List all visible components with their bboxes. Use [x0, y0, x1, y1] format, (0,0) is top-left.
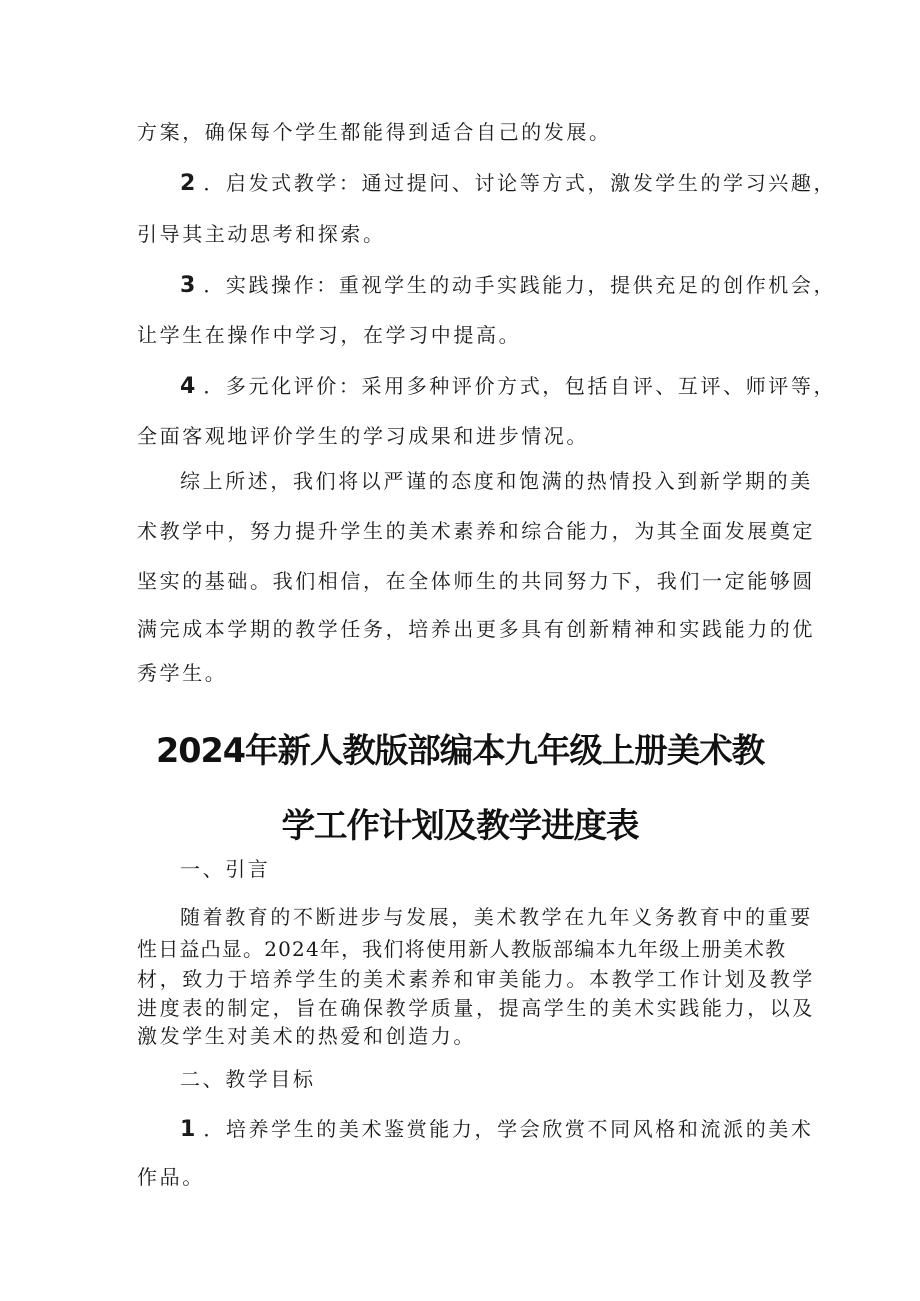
paragraph-line: 性日益凸显。2024年，我们将使用新人教版部编本九年级上册美术教: [137, 937, 787, 961]
list-number: 4: [180, 374, 196, 399]
paragraph-line: 秀学生。: [137, 661, 228, 685]
list-item-2: [180, 171, 836, 196]
list-item-text: ．实践操作：重视学生的动手实践能力，提供充足的创作机会，: [203, 273, 837, 297]
list-item-text: ．培养学生的美术鉴赏能力，学会欣赏不同风格和流派的美术: [203, 1117, 814, 1141]
document-title: 2024年新人教版部编本九年级上册美术教: [155, 731, 765, 770]
summary-paragraph: 综上所述，我们将以严谨的态度和饱满的热情投入到新学期的美: [180, 469, 813, 493]
section-heading: 一、引言: [180, 857, 271, 881]
list-number: 2: [180, 171, 196, 196]
paragraph-line: 让学生在操作中学习，在学习中提高。: [137, 323, 522, 347]
paragraph-line: 激发学生对美术的热爱和创造力。: [137, 1024, 476, 1048]
paragraph-line: 进度表的制定，旨在确保教学质量，提高学生的美术实践能力，以及: [137, 996, 815, 1020]
paragraph-line: 引导其主动思考和探索。: [137, 222, 386, 246]
paragraph-line: 术教学中，努力提升学生的美术素养和综合能力，为其全面发展奠定: [137, 519, 815, 543]
section-heading: 二、教学目标: [180, 1067, 316, 1091]
document-title: 学工作计划及教学进度表: [281, 806, 639, 845]
list-item-3: [180, 273, 836, 298]
list-item-1: [180, 1117, 814, 1142]
paragraph-line: 满完成本学期的教学任务，培养出更多具有创新精神和实践能力的优: [137, 617, 815, 641]
paragraph-line: 作品。: [137, 1165, 205, 1189]
list-item-4: [180, 374, 836, 399]
list-number: 1: [180, 1117, 196, 1142]
paragraph-line: 坚实的基础。我们相信，在全体师生的共同努力下，我们一定能够圆: [137, 569, 815, 593]
list-item-text: ．多元化评价：采用多种评价方式，包括自评、互评、师评等，: [203, 374, 837, 398]
paragraph-line: 全面客观地评价学生的学习成果和进步情况。: [137, 424, 589, 448]
paragraph-line: 方案，确保每个学生都能得到适合自己的发展。: [137, 120, 612, 144]
list-number: 3: [180, 273, 196, 298]
list-item-text: ．启发式教学：通过提问、讨论等方式，激发学生的学习兴趣，: [203, 171, 837, 195]
intro-paragraph: 随着教育的不断进步与发展，美术教学在九年义务教育中的重要: [180, 905, 813, 929]
paragraph-line: 材，致力于培养学生的美术素养和审美能力。本教学工作计划及教学: [137, 967, 815, 991]
